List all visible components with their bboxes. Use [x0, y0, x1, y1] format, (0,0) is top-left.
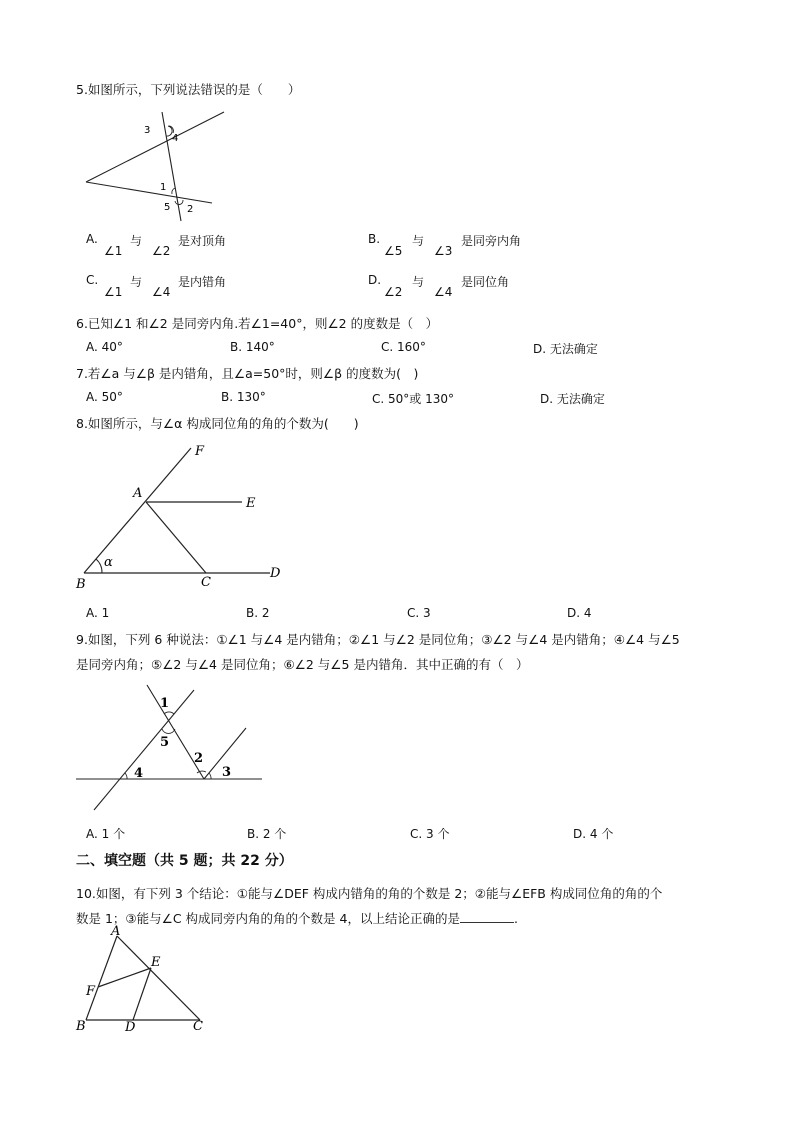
q10-label-b: B: [76, 1019, 86, 1034]
q5-option-b-mid: 与: [412, 234, 425, 248]
q5-figure: [80, 108, 230, 223]
q9-option-c[interactable]: C. 3 个: [410, 827, 450, 841]
q5-label-1: 1: [160, 182, 167, 193]
q9-label-2: 2: [194, 751, 204, 766]
q5-label-5: 5: [164, 202, 171, 213]
q8-label-a: A: [133, 486, 143, 501]
q10-segment-fe: [98, 968, 151, 987]
q10-figure: [74, 926, 214, 1041]
q6-option-c[interactable]: C. 160°: [381, 340, 426, 354]
q9-label-4: 4: [134, 766, 144, 781]
q5-label-2: 2: [187, 204, 194, 215]
q9-label-3: 3: [222, 765, 232, 780]
q6-option-b[interactable]: B. 140°: [230, 340, 275, 354]
q5-line-top: [86, 112, 224, 182]
q9-arc-2: [197, 771, 206, 773]
q9-stem-line2: 是同旁内角；⑤∠2 与∠4 是同位角；⑥∠2 与∠5 是内错角．其中正确的有（ ）: [76, 657, 529, 672]
q5-option-d-angle1: ∠2: [384, 285, 403, 299]
q5-option-c-letter: C.: [86, 273, 99, 287]
q5-option-a-mid: 与: [130, 234, 143, 248]
q7-option-d[interactable]: D. 无法确定: [540, 392, 605, 406]
q10-segment-ed: [133, 968, 151, 1020]
q5-option-b-letter: B.: [368, 232, 381, 246]
q5-arc-1: [172, 188, 175, 194]
q8-option-a[interactable]: A. 1: [86, 606, 110, 620]
q7-option-a[interactable]: A. 50°: [86, 390, 123, 404]
q9-figure: [74, 682, 274, 812]
q6-option-d[interactable]: D. 无法确定: [533, 342, 598, 356]
q5-line-bottom: [86, 182, 212, 203]
q10-label-e: E: [151, 955, 161, 970]
q5-arc-2: [175, 200, 183, 205]
q5-option-b-angle2: ∠3: [434, 244, 453, 258]
q6-option-a[interactable]: A. 40°: [86, 340, 123, 354]
q10-stem-line2: [76, 909, 518, 927]
q9-option-d[interactable]: D. 4 个: [573, 827, 614, 841]
q10-label-d: D: [125, 1020, 136, 1035]
q8-label-e: E: [246, 496, 256, 511]
q5-option-c-angle1: ∠1: [104, 285, 123, 299]
q6-stem: 6.已知∠1 和∠2 是同旁内角.若∠1=40°，则∠2 的度数是（ ）: [76, 316, 439, 331]
q10-stem-line2-text: 数是 1；③能与∠C 构成同旁内角的角的个数是 4，以上结论正确的是: [76, 911, 460, 926]
q5-option-c-tail: 是内错角: [178, 275, 227, 289]
q8-line-ac: [146, 502, 206, 573]
q5-label-4: 4: [172, 133, 179, 144]
q5-option-c-angle2: ∠4: [152, 285, 171, 299]
q5-option-d-angle2: ∠4: [434, 285, 453, 299]
q9-arc-4: [125, 773, 127, 779]
q9-label-5: 5: [160, 735, 170, 750]
q9-stem-line1: 9.如图，下列 6 种说法：①∠1 与∠4 是内错角；②∠1 与∠2 是同位角；③∠2 与∠4 是内错角；④∠4 与∠5: [76, 632, 680, 647]
q9-option-a[interactable]: A. 1 个: [86, 827, 126, 841]
q5-stem: 5.如图所示，下列说法错误的是（ ）: [76, 82, 301, 97]
q9-arc-5: [162, 729, 175, 733]
q8-stem: 8.如图所示，与∠α 构成同位角的角的个数为( ): [76, 416, 359, 431]
q8-label-c: C: [201, 575, 211, 590]
q5-label-3: 3: [144, 125, 151, 136]
q9-arc-1: [164, 712, 174, 714]
q10-side-ac: [117, 936, 200, 1020]
q10-stem-line1: 10.如图，有下列 3 个结论：①能与∠DEF 构成内错角的角的个数是 2；②能与∠EFB 构成同位角的角的个: [76, 886, 663, 901]
q5-option-b-tail: 是同旁内角: [461, 234, 522, 248]
q8-label-d: D: [270, 566, 281, 581]
q7-option-c[interactable]: C. 50°或 130°: [372, 392, 454, 406]
q5-option-a-letter: A.: [86, 232, 98, 246]
q8-label-f: F: [195, 444, 205, 459]
q9-line-up-left: [94, 690, 194, 810]
q8-label-b: B: [76, 577, 86, 592]
q10-side-ab: [86, 936, 117, 1020]
q9-option-b[interactable]: B. 2 个: [247, 827, 287, 841]
q5-option-d-mid: 与: [412, 275, 425, 289]
q5-option-a-tail: 是对顶角: [178, 234, 227, 248]
q5-option-d-tail: 是同位角: [461, 275, 510, 289]
q5-option-c-mid: 与: [130, 275, 143, 289]
q7-option-b[interactable]: B. 130°: [221, 390, 266, 404]
q10-label-a: A: [111, 924, 121, 939]
q8-option-b[interactable]: B. 2: [246, 606, 270, 620]
q8-figure: [74, 440, 294, 590]
q5-option-b-angle1: ∠5: [384, 244, 403, 258]
q7-stem: 7.若∠a 与∠β 是内错角，且∠a=50°时，则∠β 的度数为( ): [76, 366, 419, 381]
q10-answer-blank[interactable]: [460, 911, 514, 923]
q8-label-alpha: α: [104, 555, 113, 570]
q8-option-c[interactable]: C. 3: [407, 606, 431, 620]
q5-option-a-angle2: ∠2: [152, 244, 171, 258]
q5-option-d-letter: D.: [368, 273, 382, 287]
q8-option-d[interactable]: D. 4: [567, 606, 592, 620]
q8-line-bf: [84, 448, 191, 573]
q10-stem-end: .: [513, 911, 518, 926]
section-fill-blank-title: 二、填空题（共 5 题；共 22 分）: [76, 853, 293, 869]
q10-label-f: F: [86, 984, 96, 999]
q5-option-a-angle1: ∠1: [104, 244, 123, 258]
q8-alpha-arc: [96, 559, 102, 573]
q10-label-c: C: [193, 1019, 203, 1034]
q9-arc-3: [209, 773, 211, 779]
q9-label-1: 1: [160, 696, 170, 711]
